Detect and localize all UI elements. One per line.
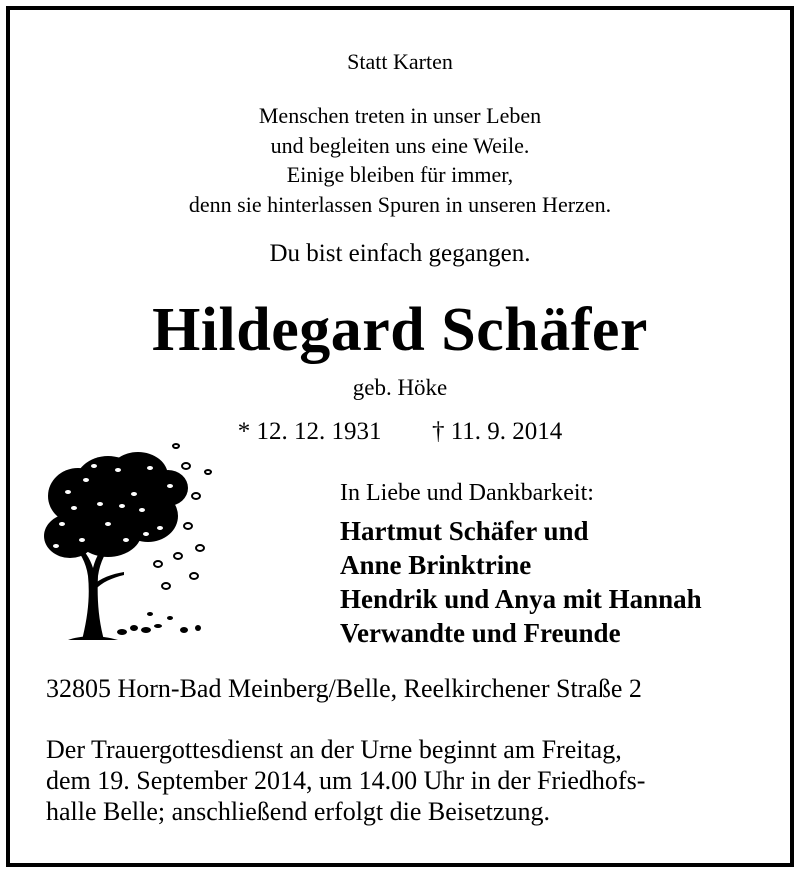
mourner-line: Hartmut Schäfer und <box>340 516 589 546</box>
mourner-line: Anne Brinktrine <box>340 550 532 580</box>
tree-icon <box>38 436 218 646</box>
mourners-intro: In Liebe und Dankbarkeit: <box>340 480 594 506</box>
service-line: halle Belle; anschließend erfolgt die Beisetzung. <box>46 797 550 826</box>
mourners-list <box>340 514 702 650</box>
service-line: Der Trauergottesdienst an der Urne beginnt am Freitag, <box>46 735 622 764</box>
poem-line: Einige bleiben für immer, <box>286 162 514 187</box>
deceased-name: Hildegard Schäfer <box>152 296 648 364</box>
gone-line: Du bist einfach gegangen. <box>269 240 531 267</box>
service-info <box>46 734 645 827</box>
service-line: dem 19. September 2014, um 14.00 Uhr in der Friedhofs- <box>46 766 646 795</box>
maiden-name: geb. Höke <box>352 375 448 400</box>
poem-line: und begleiten uns eine Weile. <box>270 132 530 158</box>
intro-text: Statt Karten <box>347 49 453 74</box>
mourner-line: Hendrik und Anya mit Hannah <box>340 584 702 614</box>
mourner-line: Verwandte und Freunde <box>340 618 621 648</box>
address: 32805 Horn-Bad Meinberg/Belle, Reelkirchener Straße 2 <box>46 674 642 703</box>
poem-line: Menschen treten in unser Leben <box>258 103 542 128</box>
birth-date: * 12. 12. 1931 <box>237 418 382 445</box>
death-date: † 11. 9. 2014 <box>431 418 563 445</box>
poem-line: denn sie hinterlassen Spuren in unseren Herzen. <box>188 191 612 217</box>
poem <box>0 101 800 219</box>
